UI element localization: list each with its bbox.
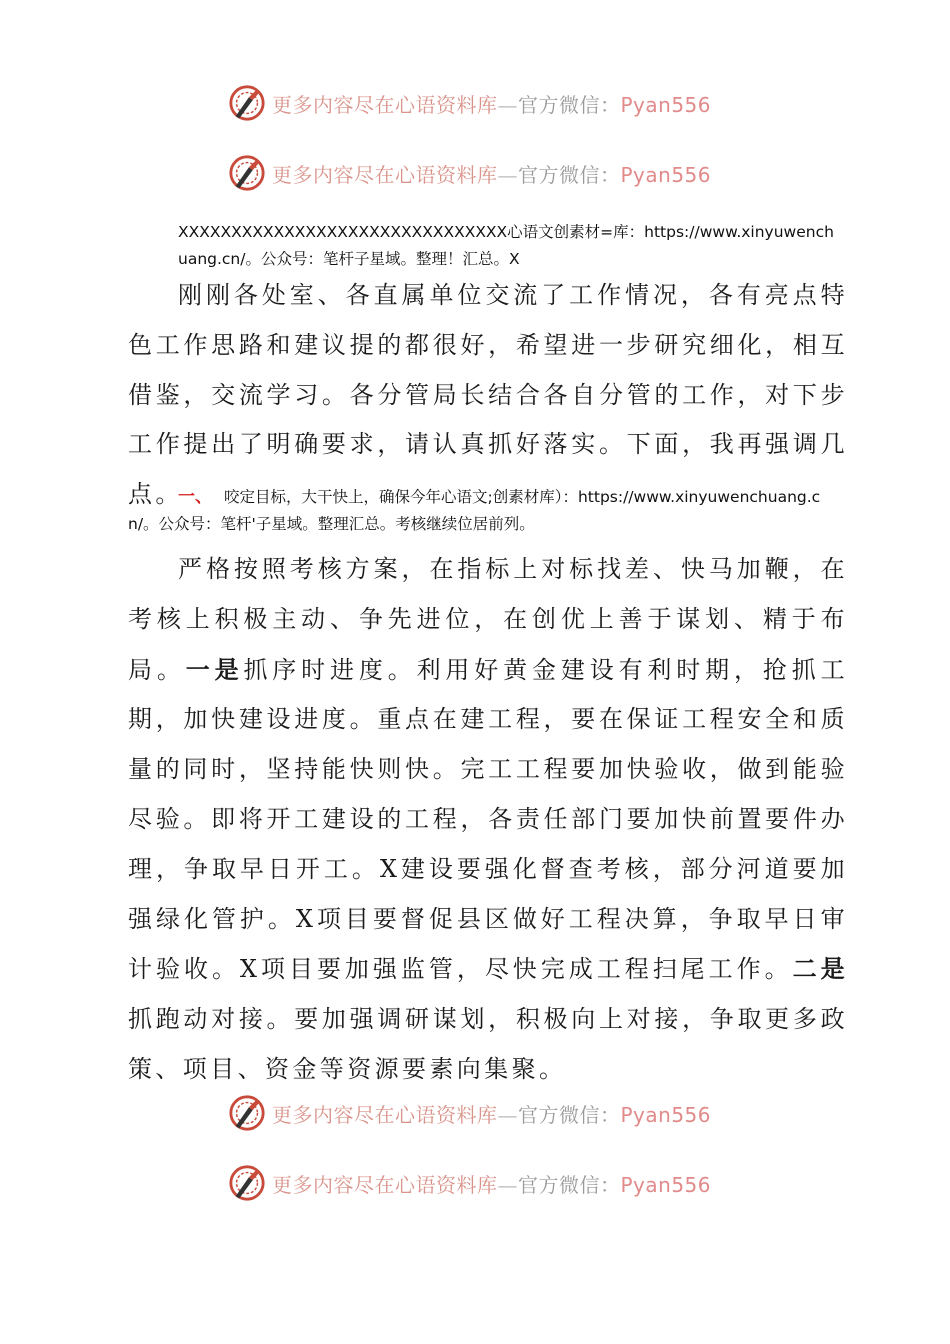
watermark-wechat-label: 官方微信： [518, 92, 621, 117]
watermark-wechat-id: Pyan556 [620, 1172, 712, 1197]
body-paragraph-1: 刚刚各处室、各直属单位交流了工作情况，各有亮点特色工作思路和建议提的都很好，希望进一步研究细化，相互借鉴，交流学习。各分管局长结合各自分管的工作，对下步工作提出了明确要求，请认真抓好落实。下面，我再强调几点。 [128, 281, 848, 509]
watermark-dash: — [497, 1102, 518, 1127]
heading-text: 咬定目标，大干快上，确保今年心语文;创素材库）：https://www.xinyuwenchuang.cn/。公众号：笔杆'子星域。整理汇总。考核继续位居前列。 [128, 488, 821, 533]
watermark-banner [228, 1093, 711, 1133]
body-paragraph-2 [128, 545, 848, 1095]
bold-marker: 一是 [185, 654, 244, 684]
watermark-banner [228, 1163, 711, 1203]
watermark-wechat-label: 官方微信： [518, 162, 621, 187]
watermark-wechat-id: Pyan556 [620, 1102, 712, 1127]
watermark-dash: — [497, 1172, 518, 1197]
bold-marker: 二是 [792, 954, 848, 984]
watermark-wechat-id: Pyan556 [620, 92, 712, 117]
watermark-text: 更多内容尽在心语资料库 [272, 162, 498, 187]
watermark-wechat-id: Pyan556 [620, 162, 712, 187]
watermark-dash: — [497, 162, 518, 187]
pen-seal-icon [228, 1164, 266, 1202]
paragraph-sentence: 抓序时进度。利用好黄金建设有利时期，抢抓工期，加快建设进度。重点在建工程，要在保证工程安全和质量的同时，坚持能快则快。完工工程要加快验收，做到能验尽验。即将开工建设的工程，各责任部门要加快前置要件办理，争取早日开工。X建设要强化督查考核，部分河道要加强绿化管护。X项目要督促县区做好工程决算，争取早日审计验收。X项目要加强监管，尽快完成工程扫尾工作。 [128, 655, 848, 984]
pen-seal-icon [228, 84, 266, 122]
source-header-line: XXXXXXXXXXXXXXXXXXXXXXXXXXXXXXX心语文创素材=库：https://www.xinyuwenchuang.cn/。公众号：笔杆子星域。整理！汇总。X [178, 223, 834, 268]
heading-number: 一、 [178, 487, 212, 507]
paragraph-sentence: 严格按照考核方案，在指标上对标找差、快马加鞭，在考核上积极主动、争先进位，在创优上善于谋划、精于布局。 [128, 555, 848, 684]
section-heading-1 [128, 484, 838, 538]
watermark-wechat-label: 官方微信： [518, 1172, 621, 1197]
pen-seal-icon [228, 154, 266, 192]
paragraph-sentence: 抓跑动对接。要加强调研谋划，积极向上对接，争取更多政策、项目、资金等资源要素向集聚。 [128, 1005, 848, 1083]
watermark-text: 更多内容尽在心语资料库 [272, 1102, 498, 1127]
watermark-wechat-label: 官方微信： [518, 1102, 621, 1127]
watermark-text: 更多内容尽在心语资料库 [272, 92, 498, 117]
watermark-dash: — [497, 92, 518, 117]
pen-seal-icon [228, 1094, 266, 1132]
watermark-text: 更多内容尽在心语资料库 [272, 1172, 498, 1197]
watermark-banner [228, 83, 711, 123]
watermark-banner [228, 153, 711, 193]
